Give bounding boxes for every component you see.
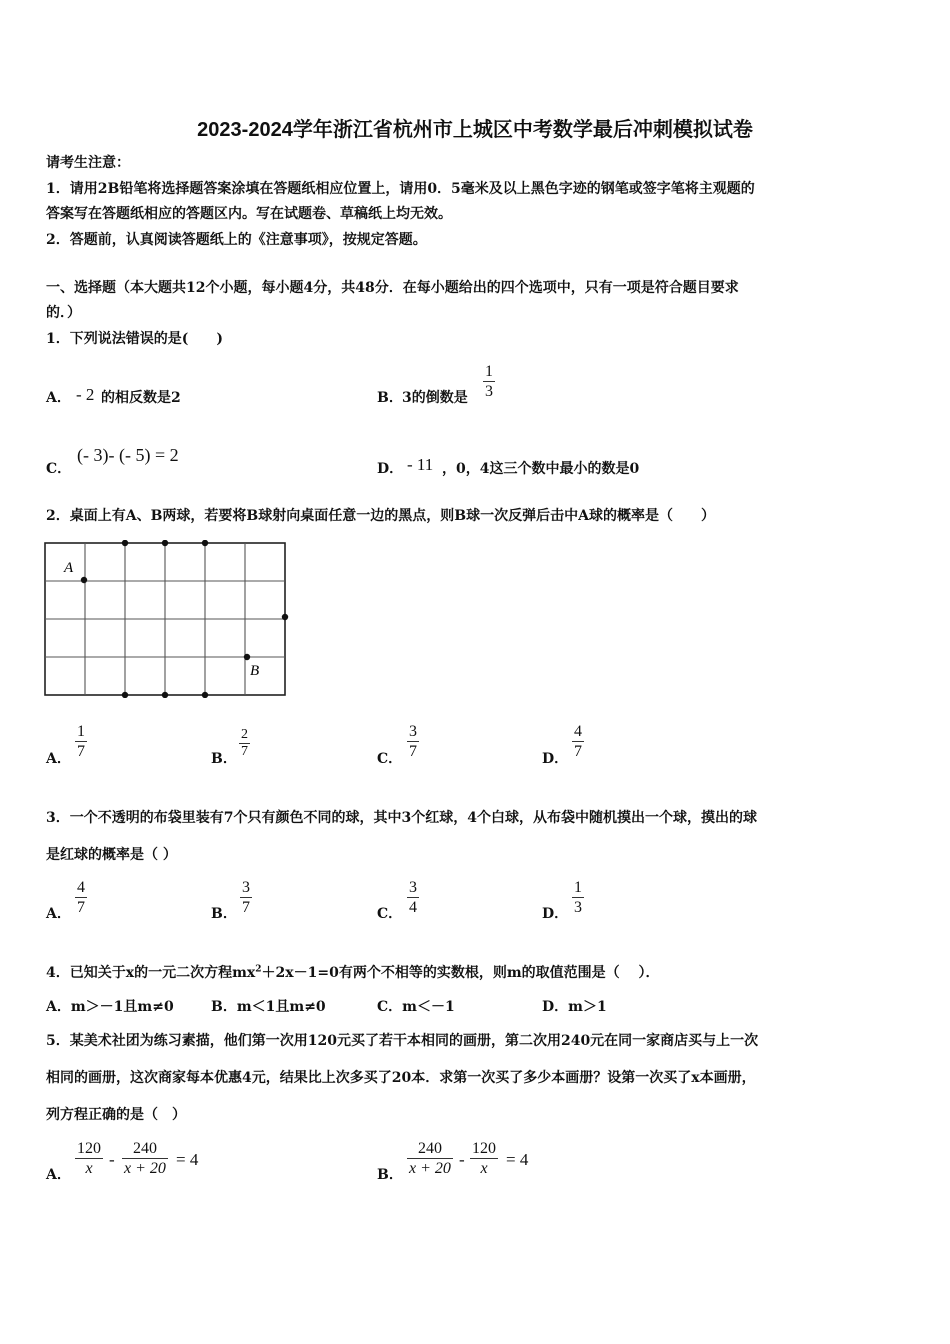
option-label: B． — [377, 1167, 403, 1183]
ball-a — [81, 577, 87, 583]
fraction — [572, 878, 584, 917]
option-label: C． — [377, 751, 403, 767]
fraction-denominator: 7 — [242, 899, 250, 916]
fraction — [239, 727, 250, 760]
question-2-stem: 2．桌面上有A、B两球，若要将B球射向桌面任意一边的黑点，则B球一次反弹后击中A球的概率是（ ） — [46, 508, 715, 524]
question-4-stem-a: 4．已知关于x的一元二次方程mx — [46, 965, 256, 981]
fraction-denominator: 7 — [409, 743, 417, 760]
fraction-numerator: 2 — [241, 727, 248, 742]
minus-sign: - — [109, 1150, 115, 1169]
fraction-numerator: 120 — [472, 1140, 496, 1157]
equals-value: = 4 — [176, 1150, 199, 1169]
fraction-numerator: 1 — [77, 723, 85, 740]
page-title: 2023-2024学年浙江省杭州市上城区中考数学最后冲刺模拟试卷 — [197, 119, 753, 141]
edge-dot — [202, 692, 208, 698]
fraction-numerator: 1 — [574, 879, 582, 896]
option-label: C． — [46, 461, 72, 477]
fraction-numerator: 240 — [122, 1139, 168, 1159]
exponent: 2 — [255, 964, 262, 975]
edge-dot — [202, 540, 208, 546]
option-text: B．m＜1且m≠0 — [211, 999, 326, 1015]
option-label: B． — [211, 751, 237, 767]
edge-dot — [162, 540, 168, 546]
option-text: ，0，4这三个数中最小的数是0 — [442, 461, 640, 477]
fraction — [572, 722, 584, 761]
fraction-numerator: 1 — [485, 363, 493, 380]
fraction-numerator: 3 — [409, 723, 417, 740]
fraction — [470, 1139, 498, 1178]
option-label: A． — [46, 1167, 71, 1183]
option-label: D． — [377, 461, 404, 477]
option-label: D． — [542, 751, 569, 767]
fraction-denominator: 3 — [574, 899, 582, 916]
edge-dot — [282, 614, 288, 620]
notice-line: 答案写在答题纸相应的答题区内。写在试题卷、草稿纸上均无效。 — [46, 206, 452, 222]
fraction-denominator: 7 — [77, 743, 85, 760]
math-expression: (- 3)- (- 5) = 2 — [77, 445, 179, 465]
fraction-numerator: 4 — [77, 879, 85, 896]
option-label: C． — [377, 906, 403, 922]
edge-dot — [122, 692, 128, 698]
option-label: D． — [542, 906, 569, 922]
fraction-numerator: 3 — [409, 879, 417, 896]
fraction-denominator: 4 — [409, 899, 417, 916]
edge-dot — [162, 692, 168, 698]
question-5-stem-cont: 列方程正确的是（ ） — [46, 1107, 186, 1123]
point-b-label: B — [250, 663, 260, 679]
fraction-denominator: x + 20 — [124, 1160, 166, 1177]
question-5-stem-cont: 相同的画册，这次商家每本优惠4元，结果比上次多买了20本．求第一次买了多少本画册？设第一次买了x本画册， — [46, 1070, 756, 1086]
question-4-stem-b: ＋2x－1=0有两个不相等的实数根，则m的取值范围是（ ）． — [261, 965, 660, 981]
fraction — [75, 878, 87, 917]
question-5-stem: 5．某美术社团为练习素描，他们第一次用120元买了若干本相同的画册，第二次用240元在同一家商店买与上一次 — [46, 1033, 759, 1049]
notice-line: 2．答题前，认真阅读答题纸上的《注意事项》，按规定答题。 — [46, 232, 427, 248]
fraction-numerator: 240 — [407, 1139, 453, 1159]
notice-heading: 请考生注意： — [46, 155, 130, 171]
option-text: C．m＜－1 — [377, 999, 455, 1015]
question-1-stem: 1．下列说法错误的是( ) — [46, 331, 223, 347]
section-heading: 一、选择题（本大题共12个小题，每小题4分，共48分．在每小题给出的四个选项中，只有一项是符合题目要求 — [46, 280, 739, 296]
fraction-numerator: 120 — [77, 1140, 101, 1157]
grid-lines — [45, 543, 285, 695]
fraction — [75, 722, 87, 761]
option-label: A． — [46, 751, 71, 767]
ball-b — [244, 654, 250, 660]
fraction — [122, 1139, 168, 1178]
minus-sign: - — [459, 1150, 465, 1169]
fraction — [240, 878, 252, 917]
fraction-denominator: x — [85, 1160, 93, 1177]
question-3-stem: 3．一个不透明的布袋里装有7个只有颜色不同的球，其中3个红球，4个白球，从布袋中随机摸出一个球，摸出的球 — [46, 810, 757, 826]
fraction-denominator: 7 — [77, 899, 85, 916]
equals-value: = 4 — [506, 1150, 529, 1169]
section-heading-cont: 的．） — [46, 305, 81, 321]
math-expression: - 2 — [76, 385, 95, 404]
fraction-denominator: x — [480, 1160, 488, 1177]
fraction — [407, 1139, 453, 1178]
option-text: D．m＞1 — [542, 999, 607, 1015]
question-4-stem — [46, 962, 660, 982]
point-a-label: A — [64, 560, 74, 576]
option-text: 的相反数是2 — [101, 390, 181, 406]
pool-table-figure — [44, 540, 294, 698]
fraction-denominator: 7 — [241, 744, 248, 759]
fraction — [407, 878, 419, 917]
fraction-numerator: 3 — [242, 879, 250, 896]
option-label: B． — [211, 906, 237, 922]
option-text: 3的倒数是 — [402, 390, 468, 406]
option-text: A．m＞－1且m≠0 — [46, 999, 174, 1015]
edge-dot — [122, 540, 128, 546]
math-expression: - 11 — [407, 455, 434, 474]
option-label: A． — [46, 390, 71, 406]
option-label: B． — [377, 390, 403, 406]
fraction-numerator: 4 — [574, 723, 582, 740]
fraction — [407, 722, 419, 761]
question-3-stem-cont: 是红球的概率是（ ） — [46, 847, 177, 863]
option-label: A． — [46, 906, 71, 922]
fraction-denominator: 3 — [485, 383, 493, 400]
fraction-denominator: 7 — [574, 743, 582, 760]
fraction — [75, 1139, 103, 1178]
notice-line: 1．请用2B铅笔将选择题答案涂填在答题纸相应位置上，请用0．5毫米及以上黑色字迹的钢笔或签字笔将主观题的 — [46, 181, 755, 197]
fraction — [483, 362, 495, 401]
fraction-denominator: x + 20 — [409, 1160, 451, 1177]
